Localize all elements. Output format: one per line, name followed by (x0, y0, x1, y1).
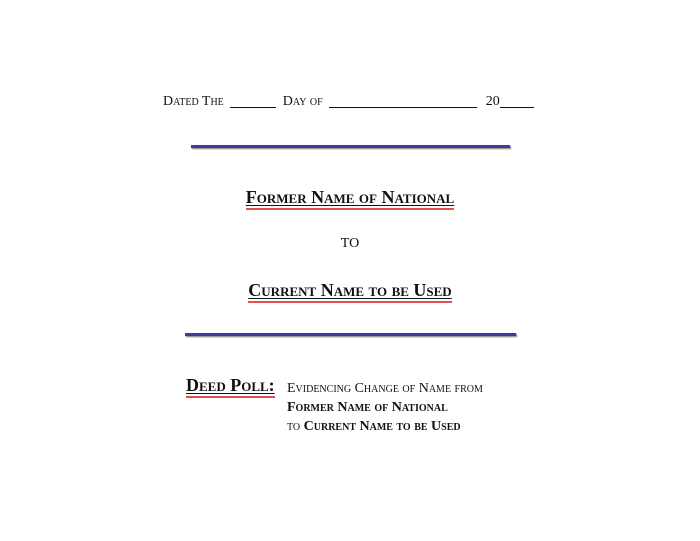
deed-line-3-prefix: to (287, 419, 301, 434)
deed-line-1: Evidencing Change of Name from (287, 381, 483, 396)
day-blank (230, 93, 276, 108)
deed-poll-description (287, 379, 483, 436)
month-blank (329, 93, 477, 108)
deed-poll-label: Deed Poll: (186, 375, 275, 398)
day-of-label: Day of (282, 94, 323, 109)
dated-prefix: Dated The (163, 94, 224, 109)
deed-line-3 (287, 417, 483, 436)
deed-line-3-name: Current Name to be Used (303, 419, 461, 434)
top-divider-rule (191, 145, 510, 148)
dated-line (163, 92, 543, 112)
current-name-heading: Current Name to be Used (248, 280, 451, 303)
deed-line-2: Former Name of National (287, 400, 448, 415)
current-name-line (0, 280, 700, 301)
bottom-divider-rule (185, 333, 516, 336)
former-name-heading: Former Name of National (246, 187, 454, 210)
to-separator: TO (340, 236, 360, 251)
former-name-line (0, 187, 700, 208)
year-prefix: 20 (485, 94, 500, 109)
year-blank (500, 93, 534, 108)
